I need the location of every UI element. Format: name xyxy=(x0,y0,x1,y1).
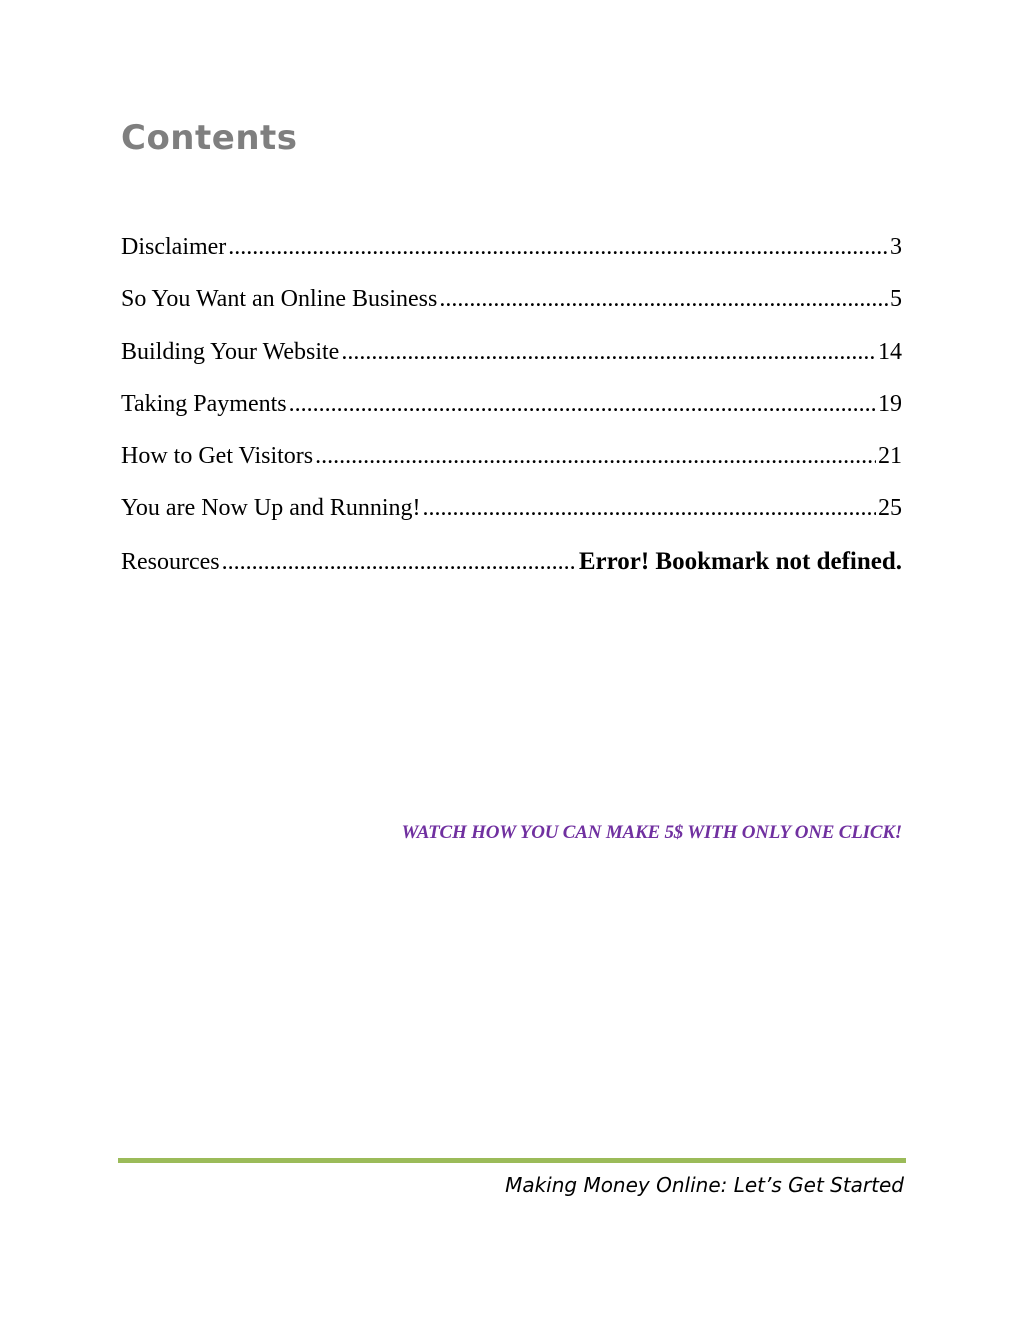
toc-entry-online-business[interactable] xyxy=(121,286,902,338)
dot-leader xyxy=(222,549,577,576)
toc-entry-get-visitors[interactable] xyxy=(121,443,902,495)
toc-entry-page: 14 xyxy=(878,338,902,365)
footer-title: Making Money Online: Let’s Get Started xyxy=(505,1173,904,1197)
promo-link[interactable]: WATCH HOW YOU CAN MAKE 5$ WITH ONLY ONE CLICK! xyxy=(401,822,902,843)
dot-leader xyxy=(315,443,876,470)
toc-entry-building-website[interactable] xyxy=(121,339,902,391)
toc-entry-page: 21 xyxy=(878,443,902,470)
footer-divider xyxy=(118,1158,906,1163)
toc-entry-title: Resources xyxy=(121,548,220,575)
toc-entry-up-and-running[interactable] xyxy=(121,495,902,547)
table-of-contents xyxy=(121,234,902,600)
toc-entry-taking-payments[interactable] xyxy=(121,391,902,443)
toc-entry-title: Disclaimer xyxy=(121,234,227,260)
toc-entry-page: 3 xyxy=(890,234,902,260)
toc-entry-page: 25 xyxy=(878,495,902,522)
toc-entry-title: Taking Payments xyxy=(121,390,287,417)
toc-entry-resources[interactable] xyxy=(121,548,902,600)
dot-leader xyxy=(423,495,876,522)
contents-heading: Contents xyxy=(121,118,298,158)
toc-entry-page: 5 xyxy=(890,286,902,313)
dot-leader xyxy=(289,391,876,418)
dot-leader xyxy=(439,286,888,313)
toc-entry-error-text: Error! Bookmark not defined. xyxy=(578,547,902,575)
toc-entry-page: 19 xyxy=(878,390,902,417)
toc-entry-title: How to Get Visitors xyxy=(121,443,314,470)
toc-entry-title: So You Want an Online Business xyxy=(121,286,438,313)
toc-entry-title: You are Now Up and Running! xyxy=(121,495,421,522)
toc-entry-title: Building Your Website xyxy=(121,338,340,365)
dot-leader xyxy=(228,234,888,261)
toc-entry-disclaimer[interactable] xyxy=(121,234,902,286)
dot-leader xyxy=(341,339,876,366)
